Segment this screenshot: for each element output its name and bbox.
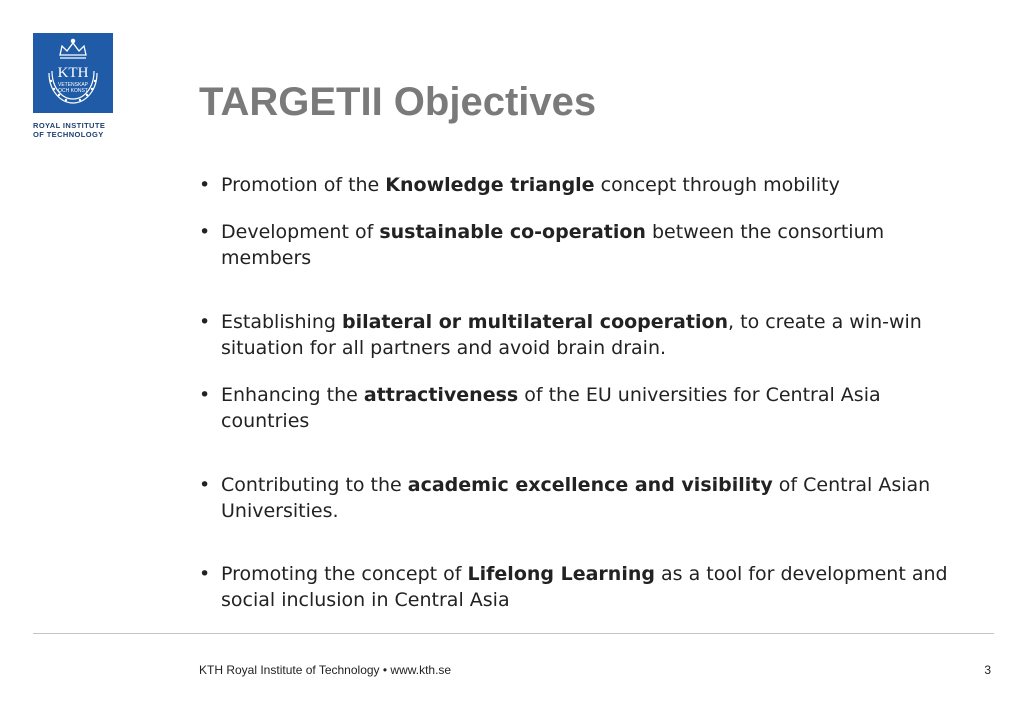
bullet-text: Development of sustainable co-operation between the consortium members — [221, 221, 885, 269]
bullet-dot: • — [199, 563, 211, 585]
bullet-dot: • — [199, 174, 211, 196]
bullet-item — [199, 472, 959, 524]
logo-mark-text: KTH — [57, 65, 89, 81]
bullet-text: Promotion of the Knowledge triangle concept through mobility — [221, 174, 840, 196]
footer-text: KTH Royal Institute of Technology • www.kth.se — [199, 663, 452, 677]
bullet-text: Contributing to the academic excellence and visibility of Central Asian Universities. — [221, 474, 931, 522]
bullet-item — [199, 172, 959, 198]
bullet-text: Establishing bilateral or multilateral cooperation, to create a win-win situation for all partners and avoid brain drain. — [221, 311, 922, 359]
kth-crown-logo-icon — [33, 33, 113, 113]
slide-title: TARGETII Objectives — [199, 80, 597, 124]
bullet-item — [199, 219, 959, 271]
page-number: 3 — [984, 663, 991, 677]
logo-caption-line1: ROYAL INSTITUTE — [33, 121, 106, 130]
bullet-dot: • — [199, 474, 211, 496]
logo-motto-line2: OCH KONST — [58, 88, 88, 94]
bullet-item — [199, 309, 959, 361]
bullet-dot: • — [199, 221, 211, 243]
logo-caption — [33, 121, 133, 139]
logo-motto-line1: VETENSKAP — [57, 82, 89, 88]
bullet-item — [199, 561, 959, 613]
logo-caption-line2: OF TECHNOLOGY — [33, 130, 104, 139]
bullet-text: Promoting the concept of Lifelong Learning as a tool for development and social inclusion in Central Asia — [221, 563, 948, 611]
bullet-text: Enhancing the attractiveness of the EU universities for Central Asia countries — [221, 384, 881, 432]
bullet-dot: • — [199, 311, 211, 333]
bullet-dot: • — [199, 384, 211, 406]
bullet-item — [199, 382, 959, 434]
footer-divider — [33, 633, 994, 634]
